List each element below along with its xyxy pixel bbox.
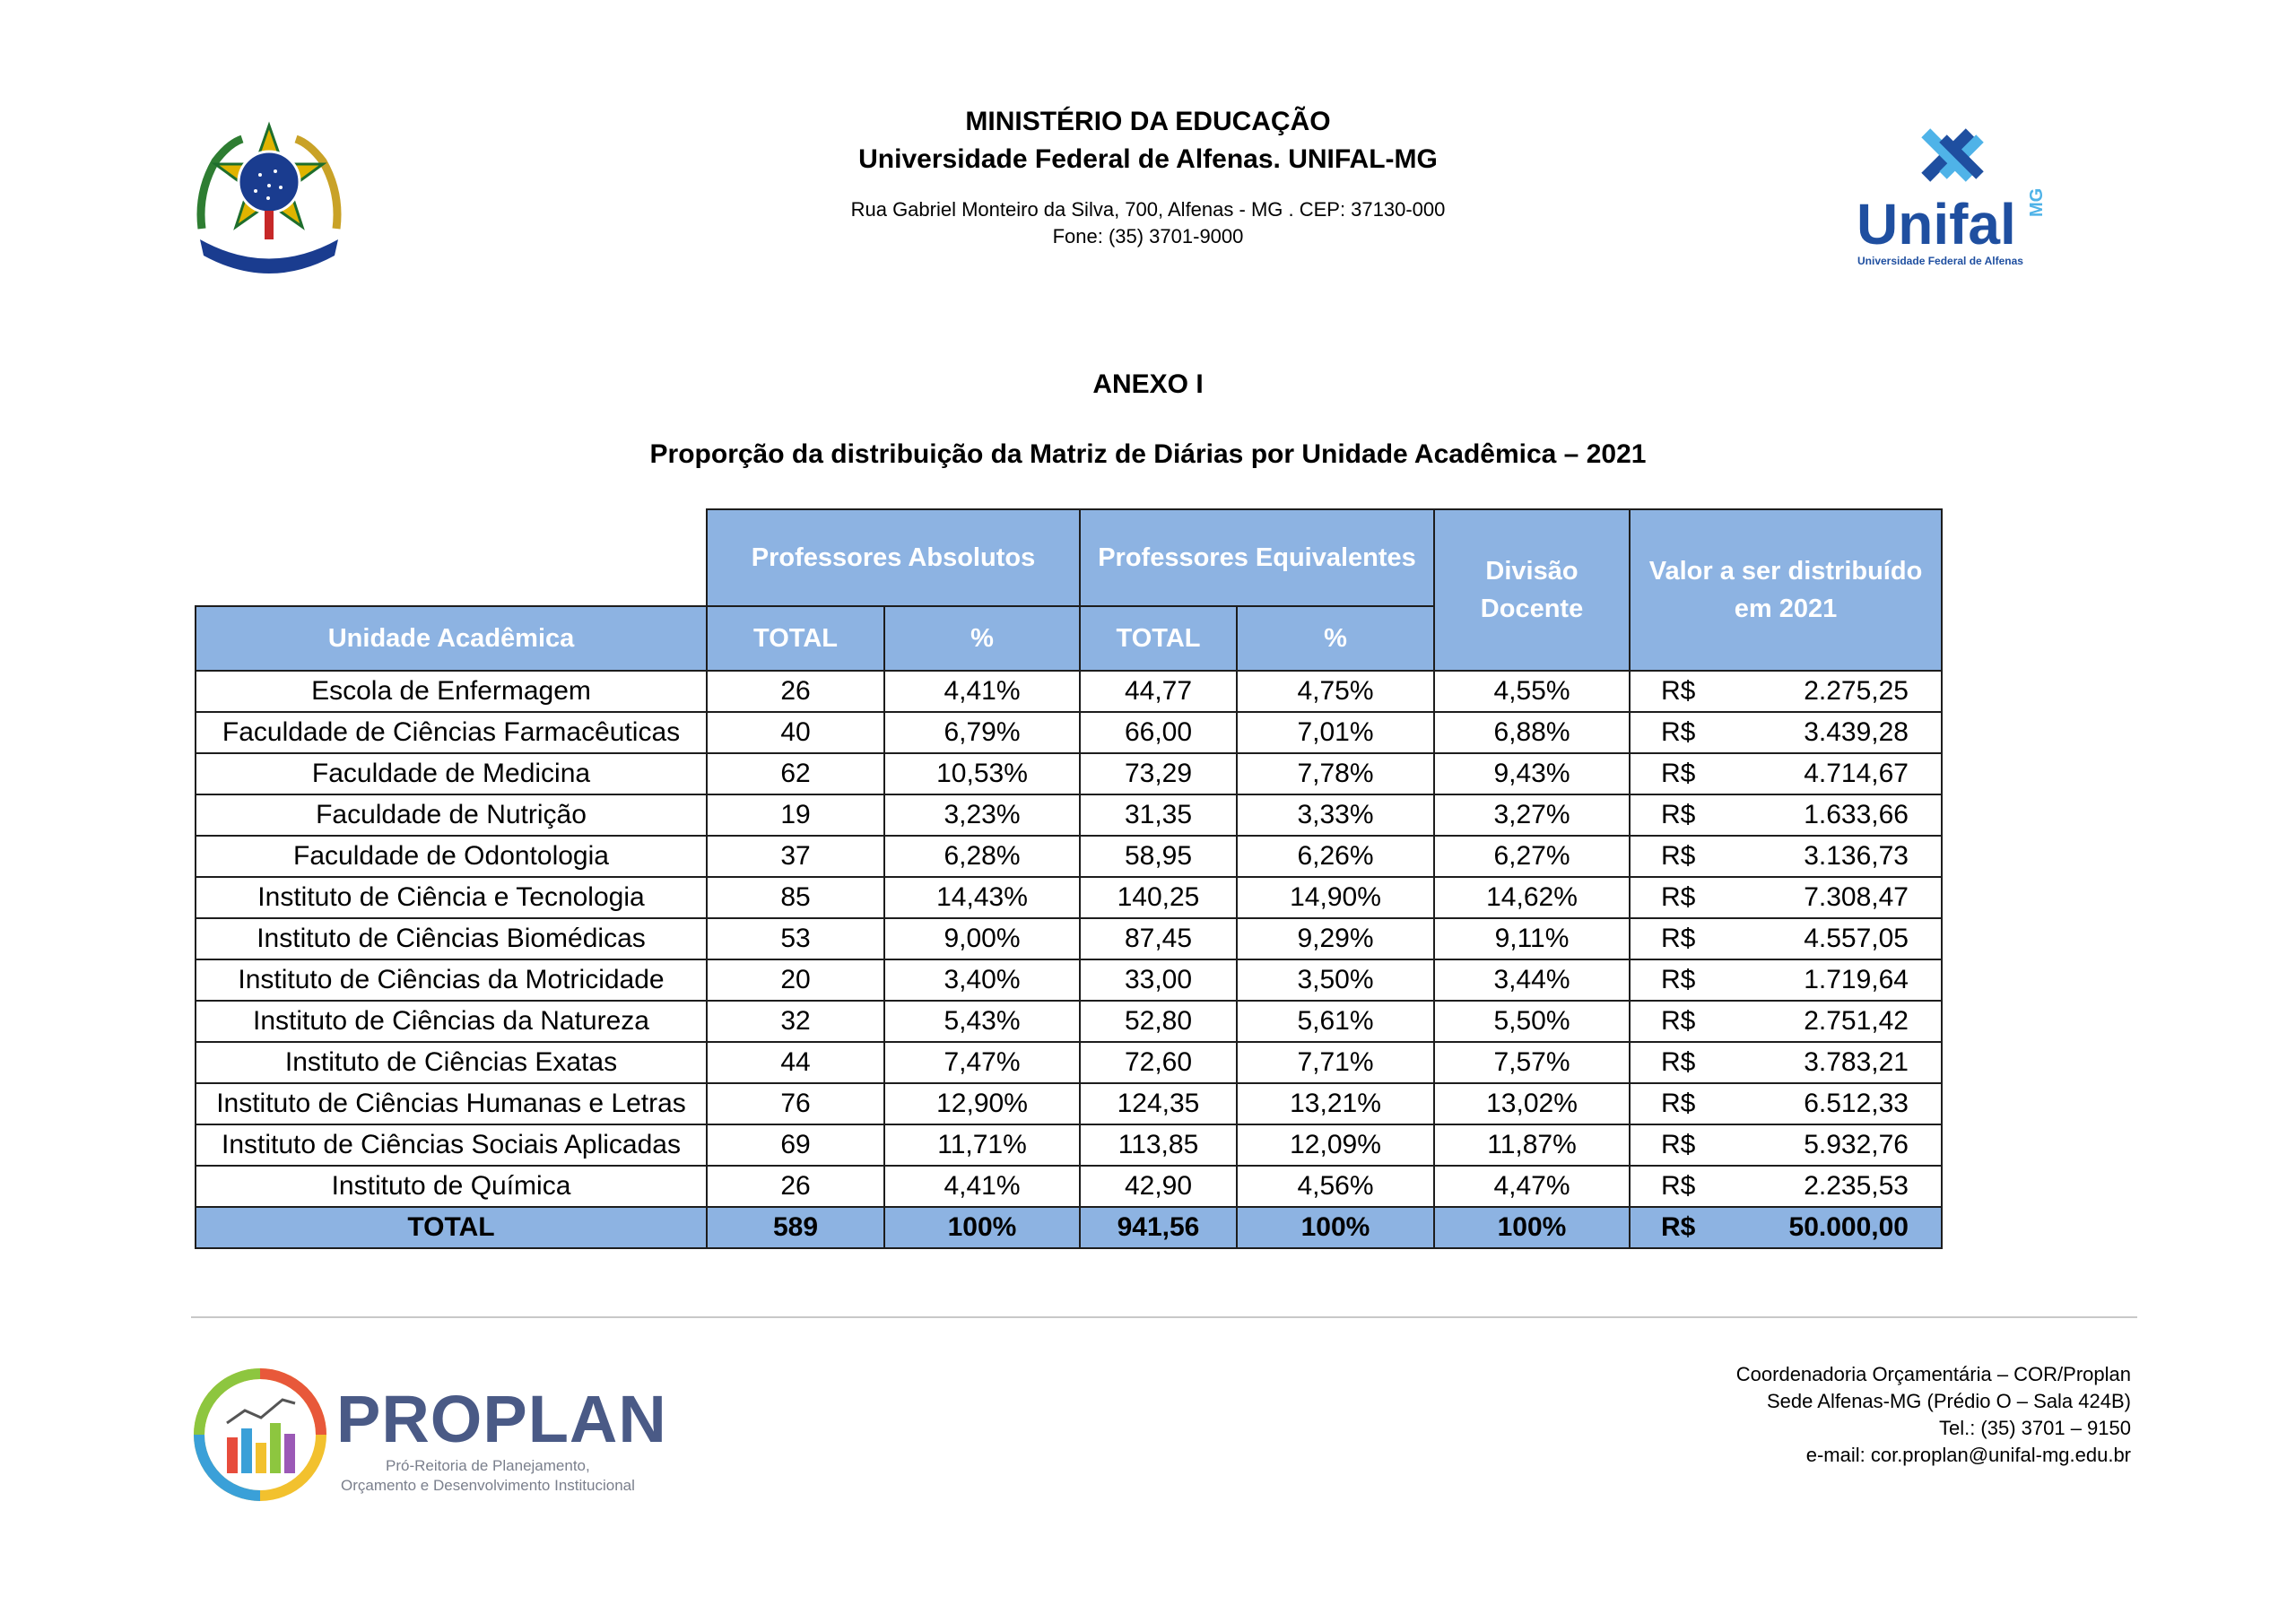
cell-eq-total: 42,90: [1080, 1166, 1237, 1207]
amount: 4.714,67: [1804, 759, 1909, 788]
cell-abs-total: 26: [707, 1166, 884, 1207]
cell-abs-pct: 7,47%: [884, 1042, 1080, 1083]
table-row: [196, 794, 1942, 836]
amount: 7.308,47: [1804, 882, 1909, 912]
cell-abs-total: 62: [707, 753, 884, 794]
header-blank: [196, 509, 707, 606]
currency-symbol: R$: [1661, 676, 1696, 706]
currency-symbol: R$: [1661, 717, 1696, 747]
footer-divider: [191, 1316, 2137, 1318]
ministry-name: MINISTÉRIO DA EDUCAÇÃO: [965, 107, 1331, 136]
cell-eq-total: 31,35: [1080, 794, 1237, 836]
header-unidade-academica: Unidade Acadêmica: [196, 606, 707, 671]
cell-valor: [1630, 959, 1942, 1001]
total-row: [196, 1207, 1942, 1248]
cell-eq-total: 140,25: [1080, 877, 1237, 918]
amount: 3.439,28: [1804, 717, 1909, 747]
cell-unidade: Instituto de Ciências Sociais Aplicadas: [196, 1124, 707, 1166]
table-row: [196, 712, 1942, 753]
cell-divisao: 4,47%: [1434, 1166, 1630, 1207]
cell-valor: [1630, 1124, 1942, 1166]
cell-valor: [1630, 836, 1942, 877]
cell-eq-total: 58,95: [1080, 836, 1237, 877]
cell-divisao: 4,55%: [1434, 671, 1630, 712]
cell-abs-total: 589: [707, 1207, 884, 1248]
header-abs-total: TOTAL: [707, 606, 884, 671]
cell-divisao: 11,87%: [1434, 1124, 1630, 1166]
table-row: [196, 1124, 1942, 1166]
cell-eq-total: 941,56: [1080, 1207, 1237, 1248]
cell-unidade: Instituto de Ciências Humanas e Letras: [196, 1083, 707, 1124]
cell-abs-pct: 3,23%: [884, 794, 1080, 836]
cell-eq-total: 44,77: [1080, 671, 1237, 712]
table-row: [196, 1001, 1942, 1042]
document-title: Proporção da distribuição da Matriz de Diárias por Unidade Acadêmica – 2021: [649, 439, 1647, 469]
cell-divisao: 9,43%: [1434, 753, 1630, 794]
amount: 6.512,33: [1804, 1089, 1909, 1118]
table-row: [196, 1042, 1942, 1083]
cell-abs-total: 40: [707, 712, 884, 753]
currency-symbol: R$: [1661, 924, 1696, 953]
table-row: [196, 671, 1942, 712]
header-professores-equivalentes: Professores Equivalentes: [1080, 509, 1434, 606]
currency-symbol: R$: [1661, 800, 1696, 829]
annex-title: ANEXO I: [1092, 369, 1204, 399]
currency-symbol: R$: [1661, 965, 1696, 994]
cell-eq-total: 113,85: [1080, 1124, 1237, 1166]
cell-abs-total: 26: [707, 671, 884, 712]
cell-unidade: Instituto de Ciências da Natureza: [196, 1001, 707, 1042]
cell-abs-pct: 9,00%: [884, 918, 1080, 959]
table-row: [196, 959, 1942, 1001]
cell-valor: [1630, 794, 1942, 836]
currency-symbol: R$: [1661, 1212, 1696, 1242]
cell-eq-total: 72,60: [1080, 1042, 1237, 1083]
cell-unidade: Instituto de Ciência e Tecnologia: [196, 877, 707, 918]
cell-eq-total: 87,45: [1080, 918, 1237, 959]
contact-address: Sede Alfenas-MG (Prédio O – Sala 424B): [1767, 1390, 2131, 1412]
cell-valor: [1630, 1042, 1942, 1083]
cell-eq-pct: 7,01%: [1237, 712, 1434, 753]
svg-text:MG: MG: [2027, 187, 2047, 217]
currency-symbol: R$: [1661, 1047, 1696, 1077]
table-row: [196, 1166, 1942, 1207]
table-row: [196, 836, 1942, 877]
amount: 50.000,00: [1788, 1212, 1909, 1242]
distribution-table: [195, 508, 1943, 1249]
cell-eq-total: 52,80: [1080, 1001, 1237, 1042]
cell-eq-pct: 6,26%: [1237, 836, 1434, 877]
cell-unidade: Faculdade de Odontologia: [196, 836, 707, 877]
cell-abs-pct: 10,53%: [884, 753, 1080, 794]
amount: 2.275,25: [1804, 676, 1909, 706]
cell-valor: [1630, 1166, 1942, 1207]
table-row: [196, 753, 1942, 794]
cell-abs-total: 32: [707, 1001, 884, 1042]
cell-eq-pct: 7,78%: [1237, 753, 1434, 794]
header-valor: Valor a ser distribuído em 2021: [1630, 509, 1942, 671]
svg-text:Universidade Federal de Alfena: Universidade Federal de Alfenas: [1857, 255, 2023, 267]
cell-abs-total: 53: [707, 918, 884, 959]
proplan-subtitle-1: Pró-Reitoria de Planejamento,: [386, 1457, 590, 1474]
cell-valor: [1630, 877, 1942, 918]
cell-eq-pct: 14,90%: [1237, 877, 1434, 918]
table-row: [196, 877, 1942, 918]
cell-abs-pct: 6,28%: [884, 836, 1080, 877]
cell-eq-total: 124,35: [1080, 1083, 1237, 1124]
cell-eq-pct: 4,75%: [1237, 671, 1434, 712]
cell-eq-pct: 13,21%: [1237, 1083, 1434, 1124]
proplan-wordmark: PROPLAN: [336, 1382, 667, 1456]
cell-abs-pct: 14,43%: [884, 877, 1080, 918]
amount: 3.783,21: [1804, 1047, 1909, 1077]
table-row: [196, 1083, 1942, 1124]
cell-eq-pct: 4,56%: [1237, 1166, 1434, 1207]
table-row: [196, 918, 1942, 959]
cell-abs-pct: 4,41%: [884, 671, 1080, 712]
header-abs-pct: %: [884, 606, 1080, 671]
cell-valor: [1630, 712, 1942, 753]
header-divisao-docente: Divisão Docente: [1434, 509, 1630, 671]
cell-eq-pct: 3,33%: [1237, 794, 1434, 836]
cell-valor: [1630, 918, 1942, 959]
currency-symbol: R$: [1661, 759, 1696, 788]
cell-eq-pct: 100%: [1237, 1207, 1434, 1248]
cell-eq-total: 73,29: [1080, 753, 1237, 794]
currency-symbol: R$: [1661, 1006, 1696, 1036]
cell-divisao: 100%: [1434, 1207, 1630, 1248]
amount: 5.932,76: [1804, 1130, 1909, 1159]
amount: 1.719,64: [1804, 965, 1909, 994]
cell-abs-total: 19: [707, 794, 884, 836]
cell-unidade: Faculdade de Medicina: [196, 753, 707, 794]
cell-unidade: Instituto de Ciências da Motricidade: [196, 959, 707, 1001]
cell-unidade: TOTAL: [196, 1207, 707, 1248]
amount: 2.235,53: [1804, 1171, 1909, 1201]
cell-abs-total: 37: [707, 836, 884, 877]
cell-abs-total: 69: [707, 1124, 884, 1166]
cell-eq-total: 33,00: [1080, 959, 1237, 1001]
cell-eq-pct: 7,71%: [1237, 1042, 1434, 1083]
cell-valor: [1630, 1001, 1942, 1042]
amount: 4.557,05: [1804, 924, 1909, 953]
currency-symbol: R$: [1661, 882, 1696, 912]
cell-abs-pct: 5,43%: [884, 1001, 1080, 1042]
cell-divisao: 6,88%: [1434, 712, 1630, 753]
cell-valor: [1630, 671, 1942, 712]
cell-valor: [1630, 1207, 1942, 1248]
cell-unidade: Faculdade de Nutrição: [196, 794, 707, 836]
cell-divisao: 13,02%: [1434, 1083, 1630, 1124]
cell-unidade: Instituto de Química: [196, 1166, 707, 1207]
cell-valor: [1630, 1083, 1942, 1124]
cell-eq-pct: 3,50%: [1237, 959, 1434, 1001]
cell-divisao: 7,57%: [1434, 1042, 1630, 1083]
cell-abs-pct: 11,71%: [884, 1124, 1080, 1166]
cell-divisao: 3,44%: [1434, 959, 1630, 1001]
cell-abs-pct: 12,90%: [884, 1083, 1080, 1124]
proplan-emblem-icon: [193, 1367, 327, 1502]
cell-eq-pct: 9,29%: [1237, 918, 1434, 959]
currency-symbol: R$: [1661, 841, 1696, 871]
university-name: Universidade Federal de Alfenas. UNIFAL-MG: [858, 144, 1438, 174]
cell-divisao: 6,27%: [1434, 836, 1630, 877]
header-professores-absolutos: Professores Absolutos: [707, 509, 1080, 606]
header-eq-pct: %: [1237, 606, 1434, 671]
header-eq-total: TOTAL: [1080, 606, 1237, 671]
cell-valor: [1630, 753, 1942, 794]
cell-eq-total: 66,00: [1080, 712, 1237, 753]
cell-unidade: Instituto de Ciências Exatas: [196, 1042, 707, 1083]
cell-abs-pct: 4,41%: [884, 1166, 1080, 1207]
cell-unidade: Escola de Enfermagem: [196, 671, 707, 712]
contact-department: Coordenadoria Orçamentária – COR/Proplan: [1735, 1363, 2131, 1385]
svg-text:Unifal: Unifal: [1857, 192, 2016, 256]
amount: 3.136,73: [1804, 841, 1909, 871]
cell-unidade: Instituto de Ciências Biomédicas: [196, 918, 707, 959]
cell-abs-total: 20: [707, 959, 884, 1001]
currency-symbol: R$: [1661, 1130, 1696, 1159]
cell-abs-pct: 3,40%: [884, 959, 1080, 1001]
contact-email: e-mail: cor.proplan@unifal-mg.edu.br: [1805, 1444, 2131, 1466]
cell-divisao: 9,11%: [1434, 918, 1630, 959]
cell-abs-pct: 100%: [884, 1207, 1080, 1248]
cell-abs-total: 85: [707, 877, 884, 918]
amount: 2.751,42: [1804, 1006, 1909, 1036]
address: Rua Gabriel Monteiro da Silva, 700, Alfenas - MG . CEP: 37130-000: [850, 198, 1446, 221]
phone: Fone: (35) 3701-9000: [1052, 225, 1244, 247]
contact-block: [1736, 1361, 2131, 1469]
unifal-logo: [1852, 117, 2058, 278]
currency-symbol: R$: [1661, 1171, 1696, 1201]
amount: 1.633,66: [1804, 800, 1909, 829]
cell-divisao: 3,27%: [1434, 794, 1630, 836]
currency-symbol: R$: [1661, 1089, 1696, 1118]
proplan-logo: [193, 1367, 667, 1502]
cell-abs-pct: 6,79%: [884, 712, 1080, 753]
cell-unidade: Faculdade de Ciências Farmacêuticas: [196, 712, 707, 753]
cell-divisao: 5,50%: [1434, 1001, 1630, 1042]
cell-abs-total: 76: [707, 1083, 884, 1124]
cell-eq-pct: 5,61%: [1237, 1001, 1434, 1042]
cell-eq-pct: 12,09%: [1237, 1124, 1434, 1166]
contact-phone: Tel.: (35) 3701 – 9150: [1938, 1417, 2131, 1439]
cell-divisao: 14,62%: [1434, 877, 1630, 918]
cell-abs-total: 44: [707, 1042, 884, 1083]
proplan-subtitle-2: Orçamento e Desenvolvimento Institucional: [341, 1477, 635, 1494]
